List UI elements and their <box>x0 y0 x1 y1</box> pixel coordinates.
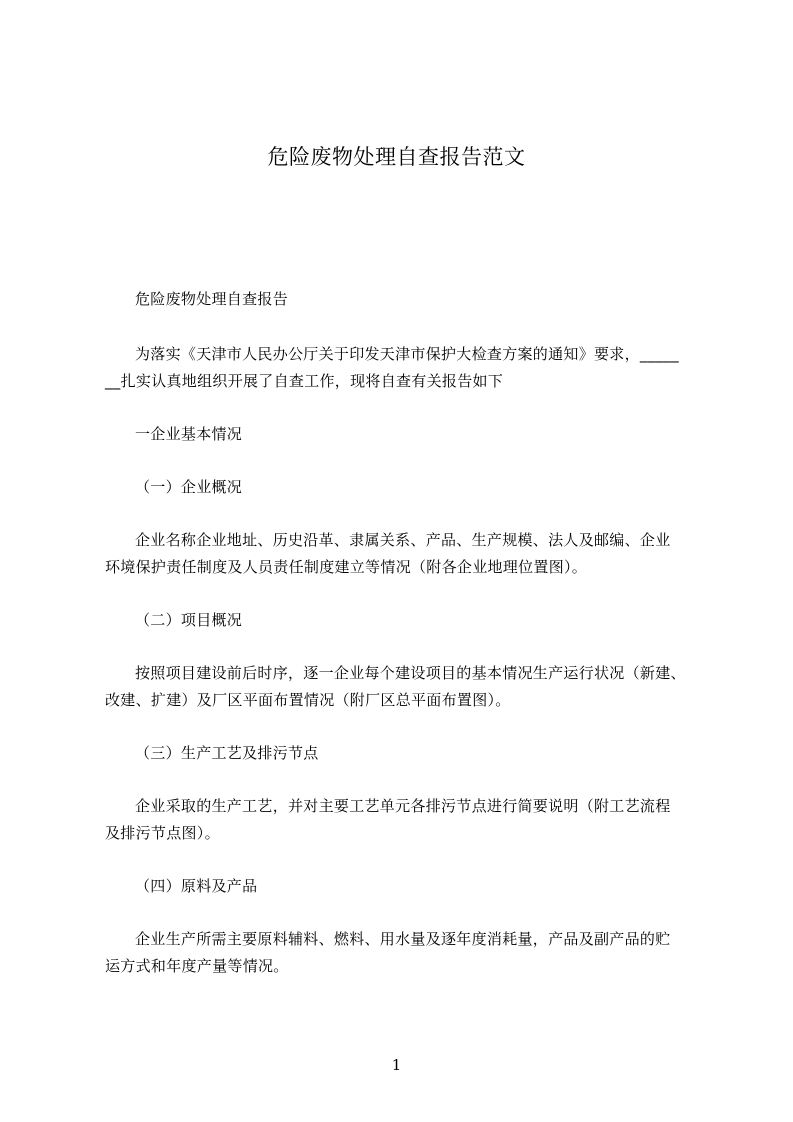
paragraph-line: 改建、扩建）及厂区平面布置情况（附厂区总平面布置图）。 <box>105 691 511 709</box>
paragraph-line: 运方式和年度产量等情况。 <box>105 957 289 975</box>
paragraph-line: 企业采取的生产工艺，并对主要工艺单元各排污节点进行简要说明（附工艺流程 <box>135 797 671 815</box>
paragraph-line: __扎实认真地组织开展了自查工作，现将自查有关报告如下 <box>105 372 504 390</box>
paragraph-line: 及排污节点图）。 <box>105 824 220 842</box>
paragraph-line: 环境保护责任制度及人员责任制度建立等情况（附各企业地理位置图）。 <box>105 558 588 576</box>
paragraph-line: （一）企业概况 <box>135 478 243 496</box>
subsection-heading-project <box>105 607 705 634</box>
paragraph-process <box>105 793 705 847</box>
section-heading-basic-info <box>105 421 705 448</box>
document-title: 危险废物处理自查报告范文 <box>267 145 526 169</box>
paragraph-materials <box>105 926 705 980</box>
subsection-heading-materials <box>105 873 705 900</box>
page-number: 1 <box>391 1056 402 1074</box>
paragraph-project-overview <box>105 660 705 714</box>
paragraph-line: 危险废物处理自查报告 <box>135 290 289 308</box>
subsection-heading-process <box>105 740 705 767</box>
paragraph-line: （四）原料及产品 <box>135 877 258 895</box>
paragraph-line: 按照项目建设前后时序，逐一企业每个建设项目的基本情况生产运行状况（新建、 <box>135 664 686 682</box>
paragraph-intro <box>105 341 705 395</box>
paragraph-report-heading <box>105 286 705 313</box>
paragraph-line: （三）生产工艺及排污节点 <box>135 744 319 762</box>
paragraph-line: （二）项目概况 <box>135 611 243 629</box>
paragraph-enterprise-overview <box>105 527 705 581</box>
paragraph-line: 企业生产所需主要原料辅料、燃料、用水量及逐年度消耗量，产品及副产品的贮 <box>135 930 671 948</box>
paragraph-line: 一企业基本情况 <box>135 425 243 443</box>
paragraph-line: 为落实《天津市人民办公厅关于印发天津市保护大检查方案的通知》要求，_____ <box>135 345 679 363</box>
subsection-heading-overview <box>105 474 705 501</box>
paragraph-line: 企业名称企业地址、历史沿革、隶属关系、产品、生产规模、法人及邮编、企业 <box>135 531 671 549</box>
